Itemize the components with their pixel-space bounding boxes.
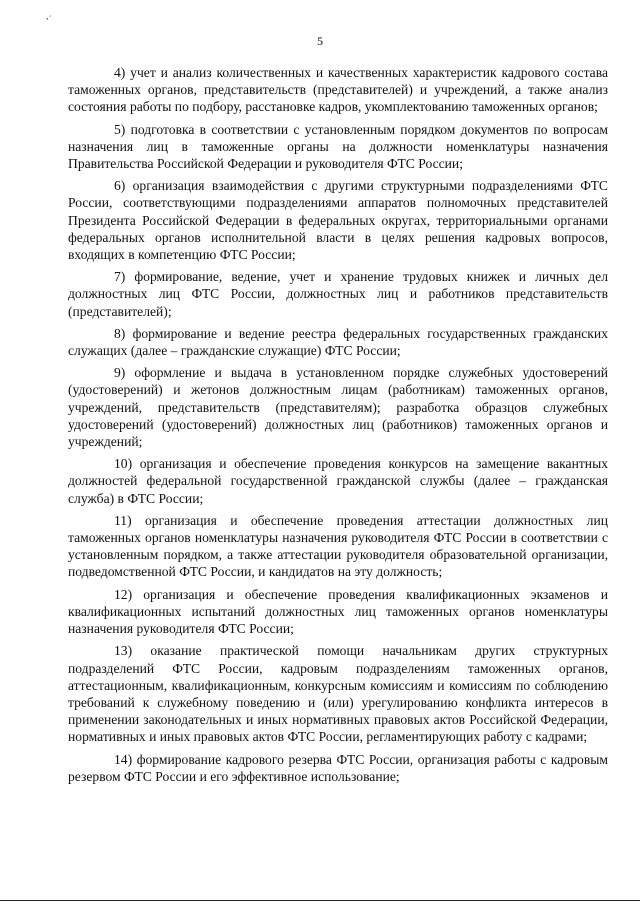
list-item-6: 6) организация взаимодействия с другими структурными подразделениями ФТС России, соответствующими подразделениями аппаратов полномочных представителей Президента Российской Федерации в федеральных округах, территориальными органами федеральных органов исполнительной власти в целях решения кадровых вопросов, входящих в компетенцию ФТС России; — [68, 178, 608, 263]
list-item-12: 12) организация и обеспечение проведения квалификационных экзаменов и квалификационных испытаний должностных лиц таможенных органов номенклатуры назначения руководителя ФТС России; — [68, 586, 608, 637]
list-item-5: 5) подготовка в соответствии с установленным порядком документов по вопросам назначения лиц в таможенные органы на должности номенклатуры назначения Правительства Российской Федерации и руководителя ФТС России; — [68, 121, 608, 172]
document-body — [68, 64, 608, 790]
list-item-13: 13) оказание практической помощи начальникам других структурных подразделений ФТС России, кадровым подразделениям таможенных органов, аттестационным, квалификационным, конкурсным комиссиям и комиссиям по соблюдению требований к служебному поведению и (или) урегулированию конфликта интересов в применении законодательных и иных нормативных правовых актов Российской Федерации, нормативных и иных правовых актов ФТС России, регламентирующих работу с кадрами; — [68, 643, 608, 745]
list-item-11: 11) организация и обеспечение проведения аттестации должностных лиц таможенных органов номенклатуры назначения руководителя ФТС России в соответствии с установленным порядком, а также аттестации руководителя образовательной организации, подведомственной ФТС России, и кандидатов на эту должность; — [68, 512, 608, 580]
list-item-14: 14) формирование кадрового резерва ФТС России, организация работы с кадровым резервом ФТС России и его эффективное использование; — [68, 751, 608, 784]
page-number: 5 — [317, 34, 323, 48]
list-item-4: 4) учет и анализ количественных и качественных характеристик кадрового состава таможенных органов, представительств (представителей) и учреждений, а также анализ состояния работы по подбору, расстановке кадров, укомплектованию таможенных органов; — [68, 65, 608, 115]
scan-bottom-edge — [0, 900, 640, 901]
list-item-9: 9) оформление и выдача в установленном порядке служебных удостоверений (удостоверений) и жетонов должностным лицам (работникам) таможенных органов, учреждений, представительств (представителям); разработка образцов служебных удостоверений (удостоверений) должностных лиц (работников) таможенных органов и учреждений; — [68, 365, 608, 450]
list-item-8: 8) формирование и ведение реестра федеральных государственных гражданских служащих (далее – гражданские служащие) ФТС России; — [68, 325, 608, 359]
list-item-10: 10) организация и обеспечение проведения конкурсов на замещение вакантных должностей федеральной государственной гражданской службы (далее – гражданская служба) в ФТС России; — [68, 456, 608, 506]
scan-mark: ꞏ´ — [46, 14, 52, 24]
list-item-7: 7) формирование, ведение, учет и хранение трудовых книжек и личных дел должностных лиц ФТС России, должностных лиц и работников представительств (представителей); — [68, 269, 608, 319]
